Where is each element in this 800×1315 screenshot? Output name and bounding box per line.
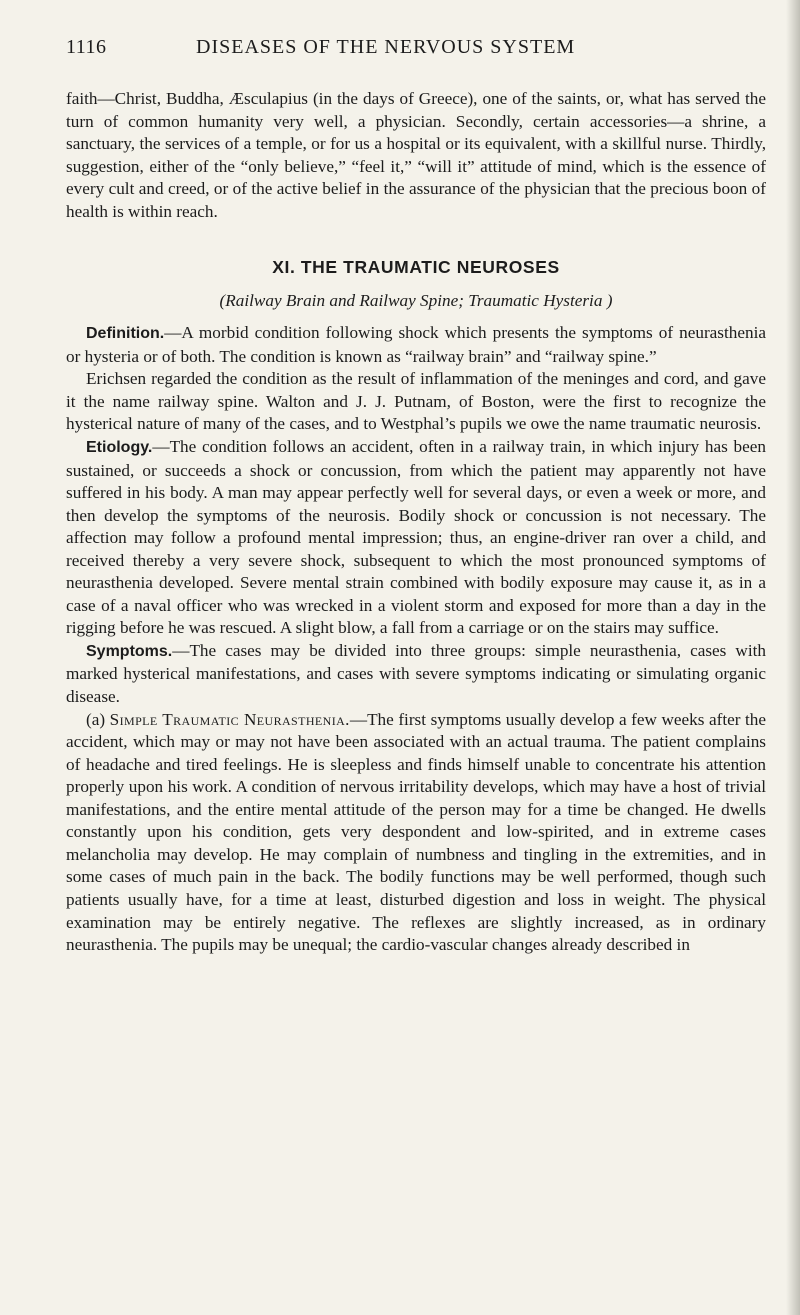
section-title: XI. THE TRAUMATIC NEUROSES [272,257,560,278]
etiology-text: —The condition follows an accident, often in a railway train, in which injury has been sustained, or succeeds a shock or concussion, from which the patient may apparently not have suffered in his body. A man may appear perfectly well for several days, or even a week or more, and then develop the symptoms of the neurosis. Bodily shock or concussion is not necessary. The affection may follow a profound mental impression; thus, an engine-driver ran over a child, and received thereby a very severe shock, subsequent to which the most pronounced symptoms of neurasthenia developed. Severe mental strain combined with bodily exposure may cause it, as in a case of a naval officer who was wrecked in a violent storm and exposed for more than a day in the rigging before he was rescued. A slight blow, a fall from a carriage or on the stairs may suffice. [66,437,766,638]
section-subtitle: (Railway Brain and Railway Spine; Traumatic Hysteria ) [219,291,613,311]
erichsen-paragraph: Erichsen regarded the condition as the result of inflammation of the meninges and cord, and gave it the name railway spine. Walton and J. J. Putnam, of Boston, were the first to recognize the hysterical nature of many of the cases, and to Westphal’s pupils we owe the name traumatic neurosis. [66,369,766,434]
page-edge-shadow [786,0,800,1315]
simple-traumatic-label: (a) [86,709,106,729]
symptoms-heading: Symptoms. [86,642,173,660]
definition-paragraph [66,322,766,368]
etiology-heading: Etiology. [86,439,153,457]
simple-traumatic-heading: Simple Traumatic Neurasthenia. [109,709,350,729]
symptoms-text: —The cases may be divided into three groups: simple neurasthenia, cases with marked hysterical manifestations, and cases with severe symptoms indicating or simulating organic disease. [66,640,766,707]
running-head-title: DISEASES OF THE NERVOUS SYSTEM [196,36,576,58]
book-page [66,36,766,957]
running-head [66,36,766,66]
definition-heading: Definition. [86,325,165,343]
simple-traumatic-paragraph [66,709,766,957]
definition-text: —A morbid condition following shock which presents the symptoms of neurasthenia or hysteria or of both. The condition is known as “railway brain” and “railway spine.” [66,323,766,366]
symptoms-paragraph [66,640,766,709]
simple-traumatic-text: —The first symptoms usually develop a few weeks after the accident, which may or may not have been associated with an actual trauma. The patient complains of headache and tired feelings. He is sleepless and finds himself unable to concentrate his attention properly upon his work. A condition of nervous irritability develops, which may have a host of trivial manifestations, and the entire mental attitude of the person may for a time be changed. He dwells constantly upon his condition, gets very despondent and low-spirited, and in extreme cases melancholia may develop. He may complain of numbness and tingling in the extremities, and in some cases of much pain in the back. The bodily functions may be well performed, though such patients usually have, for a time at least, disturbed digestion and loss in weight. The physical examination may be entirely negative. The reflexes are slightly increased, as in ordinary neurasthenia. The pupils may be unequal; the cardio-vascular changes already described in [66,709,767,955]
etiology-paragraph [66,436,766,640]
page-number: 1116 [66,36,107,58]
opening-paragraph: faith—Christ, Buddha, Æsculapius (in the days of Greece), one of the saints, or, what has served the turn of common humanity very well, a physician. Secondly, certain accessories—a shrine, a sanctuary, the services of a temple, or for us a hospital or its equivalent, with a skillful nurse. Thirdly, suggestion, either of the “only believe,” “feel it,” “will it” attitude of mind, which is the essence of every cult and creed, or of the active belief in the assurance of the physician that the precious boon of health is within reach. [66,89,766,221]
